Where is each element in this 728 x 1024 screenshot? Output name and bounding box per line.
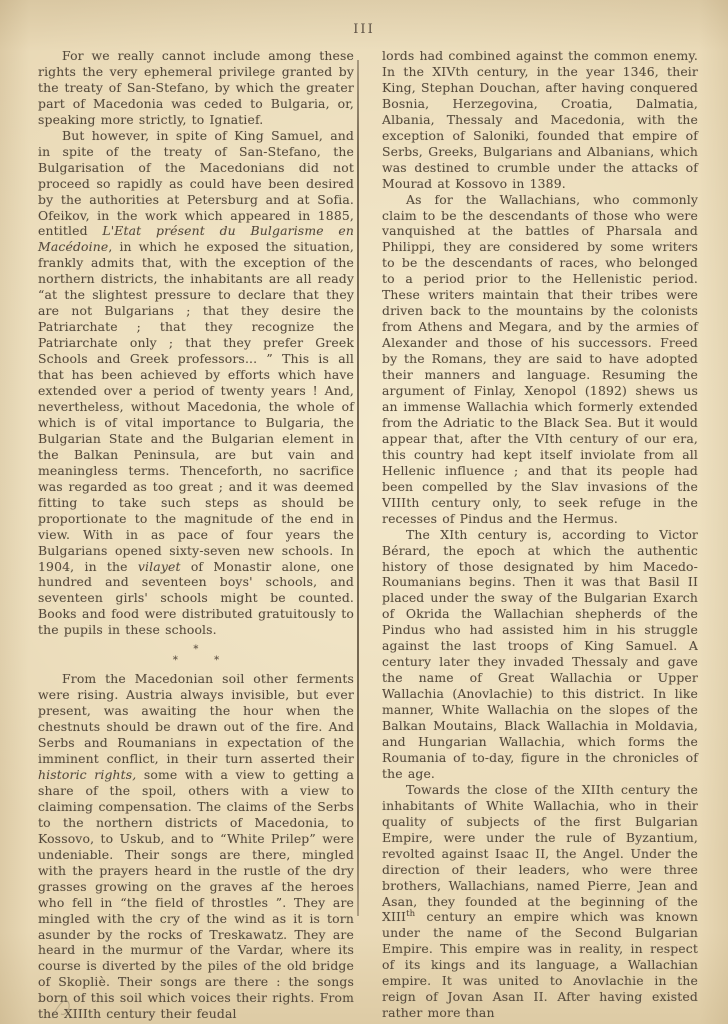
text-columns — [38, 48, 698, 1022]
paragraph: The XIth century is, according to Victor Bérard, the epoch at which the authentic history of those designated by him Macedo-Roumanians begins. Then it was that Basil II placed under the sway of the Bulgarian Exarch of Okrida the Wallachian shepherds of the Pindus who had assisted him in his struggle against the last troops of King Samuel. A century later they invaded Thessaly and gave the name of Great Wallachia or Upper Wallachia (Anovlachie) to this district. In like manner, White Wallachia on the slopes of the Balkan Moutains, Black Wallachia in Moldavia, and Hungarian Wallachia, which forms the Roumania of to-day, figure in the chronicles of the age. — [382, 526, 698, 781]
column-divider-rule — [357, 60, 359, 916]
right-column — [382, 48, 698, 1022]
paragraph: For we really cannot include among these rights the very ephemeral privilege granted by the treaty of San-Stefano, by which the greater part of Macedonia was ceded to Bulgaria, or, speaking more strictly, to Ignatief. — [38, 48, 354, 127]
asterism-separator: * * * — [172, 644, 236, 667]
paragraph: lords had combined against the common enemy. In the XIVth century, in the year 1346, their King, Stephan Douchan, after having conquered Bosnia, Herzegovina, Croatia, Dalmatia, Albania, Thessaly and Macedonia, with the exception of Saloniki, founded that empire of Serbs, Greeks, Bulgarians and Albanians, which was destined to crumble under the attacks of Mourad at Kossovo in 1389. — [382, 48, 698, 191]
page-number: III — [353, 22, 375, 37]
pencil-mark-artifact — [46, 990, 86, 1022]
paragraph: From the Macedonian soil other ferments were rising. Austria always invisible, but ever present, was awaiting the hour when the chestnuts should be drawn out of the fire. And Serbs and Roumanians in expectation of the imminent conflict, in their turn asserted their historic rights, some with a view to getting a share of the spoil, others with a view to claiming compensation. The claims of the Serbs to the northern districts of Macedonia, to Kossovo, to Uskub, and to “White Prilep” were undeniable. Their songs are there, mingled with the prayers heard in the rustle of the dry grasses growing on the graves af the heroes who fell in “the field of throstles ”. They are mingled with the cry of the wind as it is torn asunder by the rocks of Treskawatz. They are heard in the murmur of the Vardar, where its course is diverted by the piles of the old bridge of Skopliè. Their songs are there : the songs born of this soil which voices their rights. From the XIIIth century their feudal — [38, 671, 355, 1022]
paragraph: But however, in spite of King Samuel, and in spite of the treaty of San-Stefano, the Bulgarisation of the Macedonians did not proceed so rapidly as could have been desired by the authorities at Petersburg and at Sofia. Ofeikov, in the work which appeared in 1885, entitled L'Etat présent du Bulgarisme en Macédoine, in which he exposed the situation, frankly admits that, with the exception of the northern districts, the inhabitants are all ready “at the slightest pressure to declare that they are not Bulgarians ; that they desire the Patriarchate ; that they recognize the Patriarchate only ; that they prefer Greek Schools and Greek professors... ” This is all that has been achieved by efforts which have extended over a period of twenty years ! And, nevertheless, without Macedonia, the whole of which is of vital importance to Bulgaria, the Bulgarian State and the Bulgarian element in the Balkan Peninsula, are but vain and meaningless terms. Thenceforth, no sacrifice was regarded as too great ; and it was deemed fitting to take such steps as should be proportionate to the magnitude of the end in view. With in as pace of four years the Bulgarians opened sixty-seven new schools. In 1904, in the vilayet of Monastir alone, one hundred and seventeen boys' schools, and seventeen girls' schools might be counted. Books and food were distributed gratuitously to the pupils in these schools. — [38, 127, 355, 638]
paragraph: Towards the close of the XIIth century the inhabitants of White Wallachia, who in their quality of subjects of the first Bulgarian Empire, were under the rule of Byzantium, revolted against Isaac II, the Angel. Under the direction of their leaders, who were three brothers, Wallachians, named Pierre, Jean and Asan, they founded at the beginning of the XIIIth century an empire which was known under the name of the Second Bulgarian Empire. This empire was in reality, in respect of its kings and its language, a Wallachian empire. It was united to Anovlachie in the reign of Jovan Asan II. After having existed rather more than — [382, 781, 698, 1021]
left-column — [38, 48, 354, 1022]
paragraph: As for the Wallachians, who commonly claim to be the descendants of those who were vanquished at the battles of Pharsala and Philippi, they are considered by some writers to be the descendants of races, who belonged to a period prior to the Hellenistic period. These writers maintain that their tribes were driven back to the mountains by the colonists from Athens and Megara, and by the armies of Alexander and those of his successors. Freed by the Romans, they are said to have adopted their manners and language. Resuming the argument of Finlay, Xenopol (1892) shews us an immense Wallachia which formerly extended from the Adriatic to the Black Sea. But it would appear that, after the VIth century of our era, this country had kept itself inviolate from all Hellenic influence ; and that its people had been compelled by the Slav invasions of the VIIIth century only, to seek refuge in the recesses of Pindus and the Hermus. — [382, 191, 698, 526]
